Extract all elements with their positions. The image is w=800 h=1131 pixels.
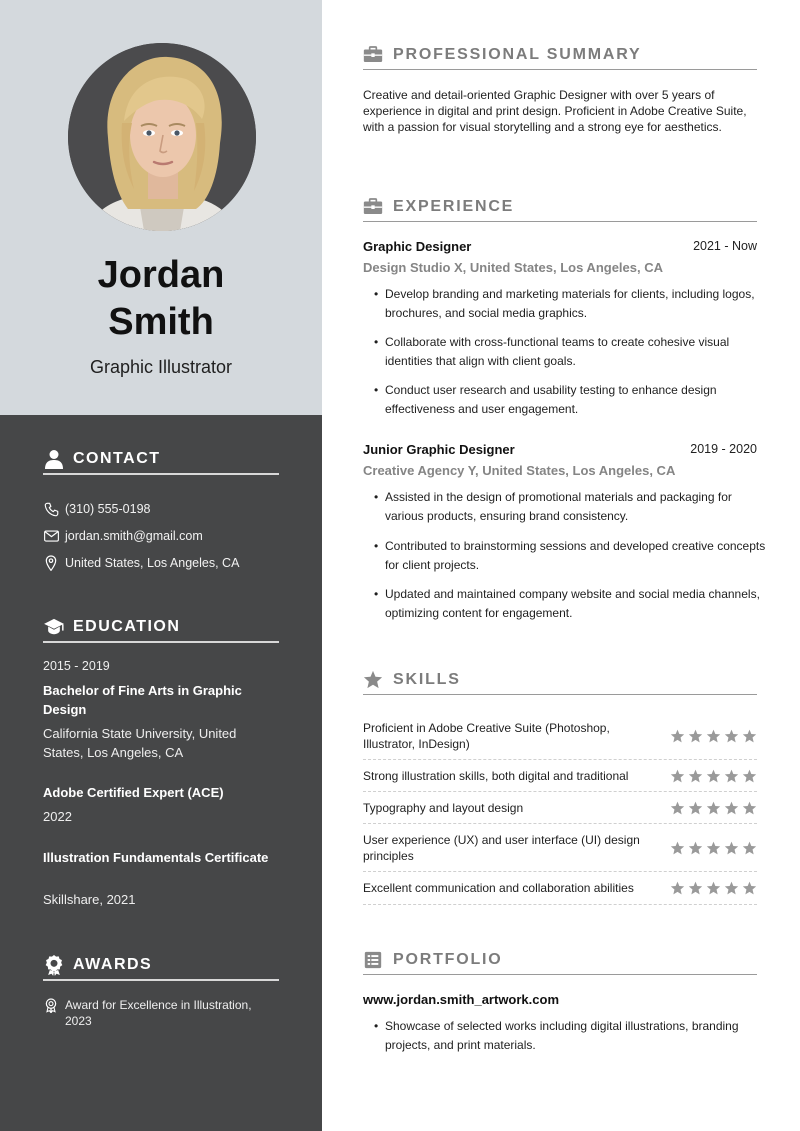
rating-star-icon bbox=[706, 841, 721, 855]
rating-star-icon bbox=[670, 841, 685, 855]
skill-row bbox=[363, 712, 757, 760]
certificate-title: Illustration Fundamentals Certificate bbox=[43, 850, 269, 865]
rating-star-icon bbox=[724, 841, 739, 855]
contact-location bbox=[43, 554, 239, 572]
education-degree: Bachelor of Fine Arts in Graphic Design bbox=[43, 683, 242, 717]
skill-name: Excellent communication and collaboration abilities bbox=[363, 881, 634, 895]
briefcase-icon bbox=[363, 45, 383, 65]
rating-star-icon bbox=[724, 881, 739, 895]
job-header bbox=[363, 442, 757, 457]
rating-star-icon bbox=[670, 881, 685, 895]
education-school: California State University, United States, Los Angeles, CA bbox=[43, 726, 237, 760]
email-address: jordan.smith@gmail.com bbox=[65, 529, 203, 543]
rating-star-icon bbox=[706, 769, 721, 783]
contact-heading bbox=[43, 445, 279, 475]
rating-star-icon bbox=[706, 881, 721, 895]
rating-star-icon bbox=[688, 769, 703, 783]
rating-star-icon bbox=[724, 729, 739, 743]
profile-name bbox=[0, 252, 322, 346]
contact-heading-label: CONTACT bbox=[73, 450, 161, 467]
award-icon bbox=[43, 997, 59, 1013]
rating-star-icon bbox=[688, 881, 703, 895]
award-item bbox=[43, 997, 279, 1029]
rating-star-icon bbox=[688, 801, 703, 815]
job-dates: 2021 - Now bbox=[693, 239, 757, 253]
rating-star-icon bbox=[724, 801, 739, 815]
rating-star-icon bbox=[706, 729, 721, 743]
rating-star-icon bbox=[742, 881, 757, 895]
rating-star-icon bbox=[742, 729, 757, 743]
phone-icon bbox=[43, 501, 59, 517]
summary-heading-label: PROFESSIONAL SUMMARY bbox=[393, 45, 642, 63]
rating-star-icon bbox=[724, 769, 739, 783]
skill-rating bbox=[670, 801, 757, 815]
rating-star-icon bbox=[706, 801, 721, 815]
job-company: Creative Agency Y, United States, Los Angeles, CA bbox=[363, 463, 676, 478]
rating-star-icon bbox=[742, 841, 757, 855]
summary-text: Creative and detail-oriented Graphic Designer with over 5 years of experience in digital and print design. Proficient in Adobe Creative Suite, with a passion for visual storytelling and a strong eye for aesthetics. bbox=[363, 88, 747, 134]
skills-heading bbox=[363, 665, 757, 695]
skill-row bbox=[363, 824, 757, 872]
job-bullet: • Updated and maintained company website and social media channels, optimizing content for engagement. bbox=[371, 585, 769, 623]
rating-star-icon bbox=[670, 729, 685, 743]
sidebar bbox=[0, 0, 322, 1131]
phone-number: (310) 555-0198 bbox=[65, 502, 151, 516]
rating-star-icon bbox=[688, 841, 703, 855]
skill-rating bbox=[670, 881, 757, 895]
skill-name: Strong illustration skills, both digital and traditional bbox=[363, 768, 629, 783]
job-bullet: • Contributed to brainstorming sessions and developed creative concepts for client projects. bbox=[371, 537, 769, 575]
rating-star-icon bbox=[742, 801, 757, 815]
portfolio-description: • Showcase of selected works including digital illustrations, branding projects, and print materials. bbox=[371, 1017, 769, 1055]
graduation-cap-icon bbox=[43, 616, 65, 638]
user-icon bbox=[43, 448, 65, 470]
experience-heading bbox=[363, 192, 757, 222]
mail-icon bbox=[43, 528, 59, 544]
star-icon bbox=[363, 670, 383, 690]
experience-heading-label: EXPERIENCE bbox=[393, 197, 515, 215]
award-text: Award for Excellence in Illustration, 2023 bbox=[65, 998, 252, 1028]
skill-name: Typography and layout design bbox=[363, 800, 524, 815]
skill-row bbox=[363, 792, 757, 824]
skill-rating bbox=[670, 841, 757, 855]
job-bullet: • Collaborate with cross-functional teams to create cohesive visual identities that align with client goals. bbox=[371, 333, 769, 371]
last-name: Smith bbox=[108, 301, 214, 343]
certification-year: 2022 bbox=[43, 809, 72, 824]
skill-rating bbox=[670, 769, 757, 783]
certification-title: Adobe Certified Expert (ACE) bbox=[43, 785, 224, 800]
skill-row bbox=[363, 760, 757, 792]
summary-heading bbox=[363, 40, 757, 70]
certificate-provider: Skillshare, 2021 bbox=[43, 892, 136, 907]
job-bullet: • Conduct user research and usability testing to enhance design effectiveness and user engagement. bbox=[371, 381, 769, 419]
briefcase-icon bbox=[363, 197, 383, 217]
job-bullet: • Assisted in the design of promotional materials and packaging for various products, ensuring brand consistency. bbox=[371, 488, 769, 526]
rating-star-icon bbox=[670, 769, 685, 783]
job-dates: 2019 - 2020 bbox=[690, 442, 757, 456]
awards-heading-label: AWARDS bbox=[73, 956, 153, 973]
job-company: Design Studio X, United States, Los Angeles, CA bbox=[363, 260, 664, 275]
profile-photo bbox=[68, 43, 256, 231]
skill-name: User experience (UX) and user interface (UI) design principles bbox=[363, 832, 640, 863]
portfolio-link[interactable]: www.jordan.smith_artwork.com bbox=[363, 992, 560, 1007]
list-document-icon bbox=[363, 950, 383, 970]
location-pin-icon bbox=[43, 555, 59, 571]
portfolio-heading-label: PORTFOLIO bbox=[393, 950, 503, 968]
profile-title: Graphic Illustrator bbox=[89, 357, 233, 377]
rating-star-icon bbox=[742, 769, 757, 783]
education-dates: 2015 - 2019 bbox=[43, 659, 110, 673]
job-role: Graphic Designer bbox=[363, 239, 472, 254]
contact-email bbox=[43, 527, 203, 545]
education-heading bbox=[43, 613, 279, 643]
job-role: Junior Graphic Designer bbox=[363, 442, 515, 457]
job-bullet: • Develop branding and marketing materials for clients, including logos, brochures, and social media graphics. bbox=[371, 285, 769, 323]
contact-phone bbox=[43, 500, 150, 518]
rating-star-icon bbox=[670, 801, 685, 815]
skill-name: Proficient in Adobe Creative Suite (Photoshop, Illustrator, InDesign) bbox=[363, 720, 610, 751]
job-header bbox=[363, 239, 757, 254]
rating-star-icon bbox=[688, 729, 703, 743]
awards-heading bbox=[43, 951, 279, 981]
location-text: United States, Los Angeles, CA bbox=[65, 556, 240, 570]
first-name: Jordan bbox=[97, 254, 225, 296]
skill-row bbox=[363, 872, 757, 905]
education-heading-label: EDUCATION bbox=[73, 618, 181, 635]
skill-rating bbox=[670, 729, 757, 743]
skills-heading-label: SKILLS bbox=[393, 670, 461, 688]
award-badge-icon bbox=[43, 954, 65, 976]
portfolio-heading bbox=[363, 945, 757, 975]
